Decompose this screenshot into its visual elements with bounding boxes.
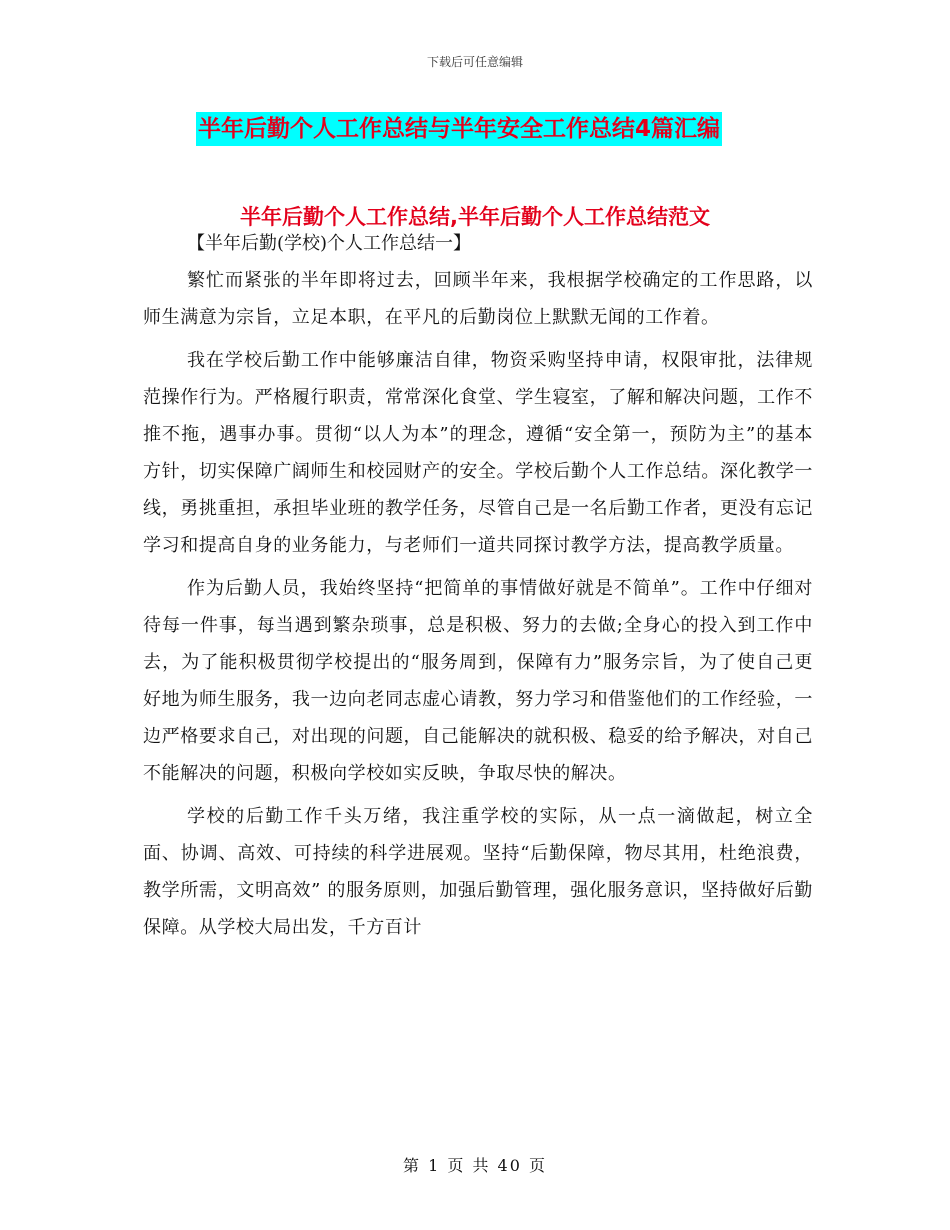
paragraph: 作为后勤人员，我始终坚持“把简单的事情做好就是不简单”。工作中仔细对待每一件事，每当遇到繁杂琐事，总是积极、努力的去做;全身心的投入到工作中去，为了能积极贯彻学校提出的“服务周到，保障有力”服务宗旨，为了使自己更好地为师生服务，我一边向老同志虚心请教，努力学习和借鉴他们的工作经验，一边严格要求自己，对出现的问题，自己能解决的就积极、稳妥的给予解决，对自己不能解决的问题，积极向学校如实反映，争取尽快的解决。 [143, 578, 813, 784]
header-note: 下载后可任意编辑 [426, 55, 523, 69]
paragraph: 学校的后勤工作千头万绪，我注重学校的实际，从一点一滴做起，树立全面、协调、高效、可持续的科学进展观。坚持“后勤保障，物尽其用，杜绝浪费，教学所需，文明高效” 的服务原则，加强后勤管理，强化服务意识，坚持做好后勤保障。从学校大局出发，千方百计 [143, 806, 813, 938]
paragraph: 繁忙而紧张的半年即将过去，回顾半年来，我根据学校确定的工作思路，以师生满意为宗旨，立足本职，在平凡的后勤岗位上默默无闻的工作着。 [143, 270, 813, 328]
section-heading: 【半年后勤(学校)个人工作总结一】 [187, 233, 472, 254]
document-body [143, 226, 813, 952]
section-title: 半年后勤个人工作总结,半年后勤个人工作总结范文 [240, 205, 710, 229]
page-number: 第 1 页 共 40 页 [403, 1156, 547, 1175]
paragraph: 我在学校后勤工作中能够廉洁自律，物资采购坚持申请，权限审批，法律规范操作行为。严格履行职责，常常深化食堂、学生寝室，了解和解决问题，工作不推不拖，遇事办事。贯彻“以人为本”的理念，遵循“安全第一，预防为主”的基本方针，切实保障广阔师生和校园财产的安全。学校后勤个人工作总结。深化教学一线，勇挑重担，承担毕业班的教学任务，尽管自己是一名后勤工作者，更没有忘记学习和提高自身的业务能力，与老师们一道共同探讨教学方法，提高教学质量。 [143, 350, 813, 556]
document-title: 半年后勤个人工作总结与半年安全工作总结4篇汇编 [196, 112, 722, 146]
